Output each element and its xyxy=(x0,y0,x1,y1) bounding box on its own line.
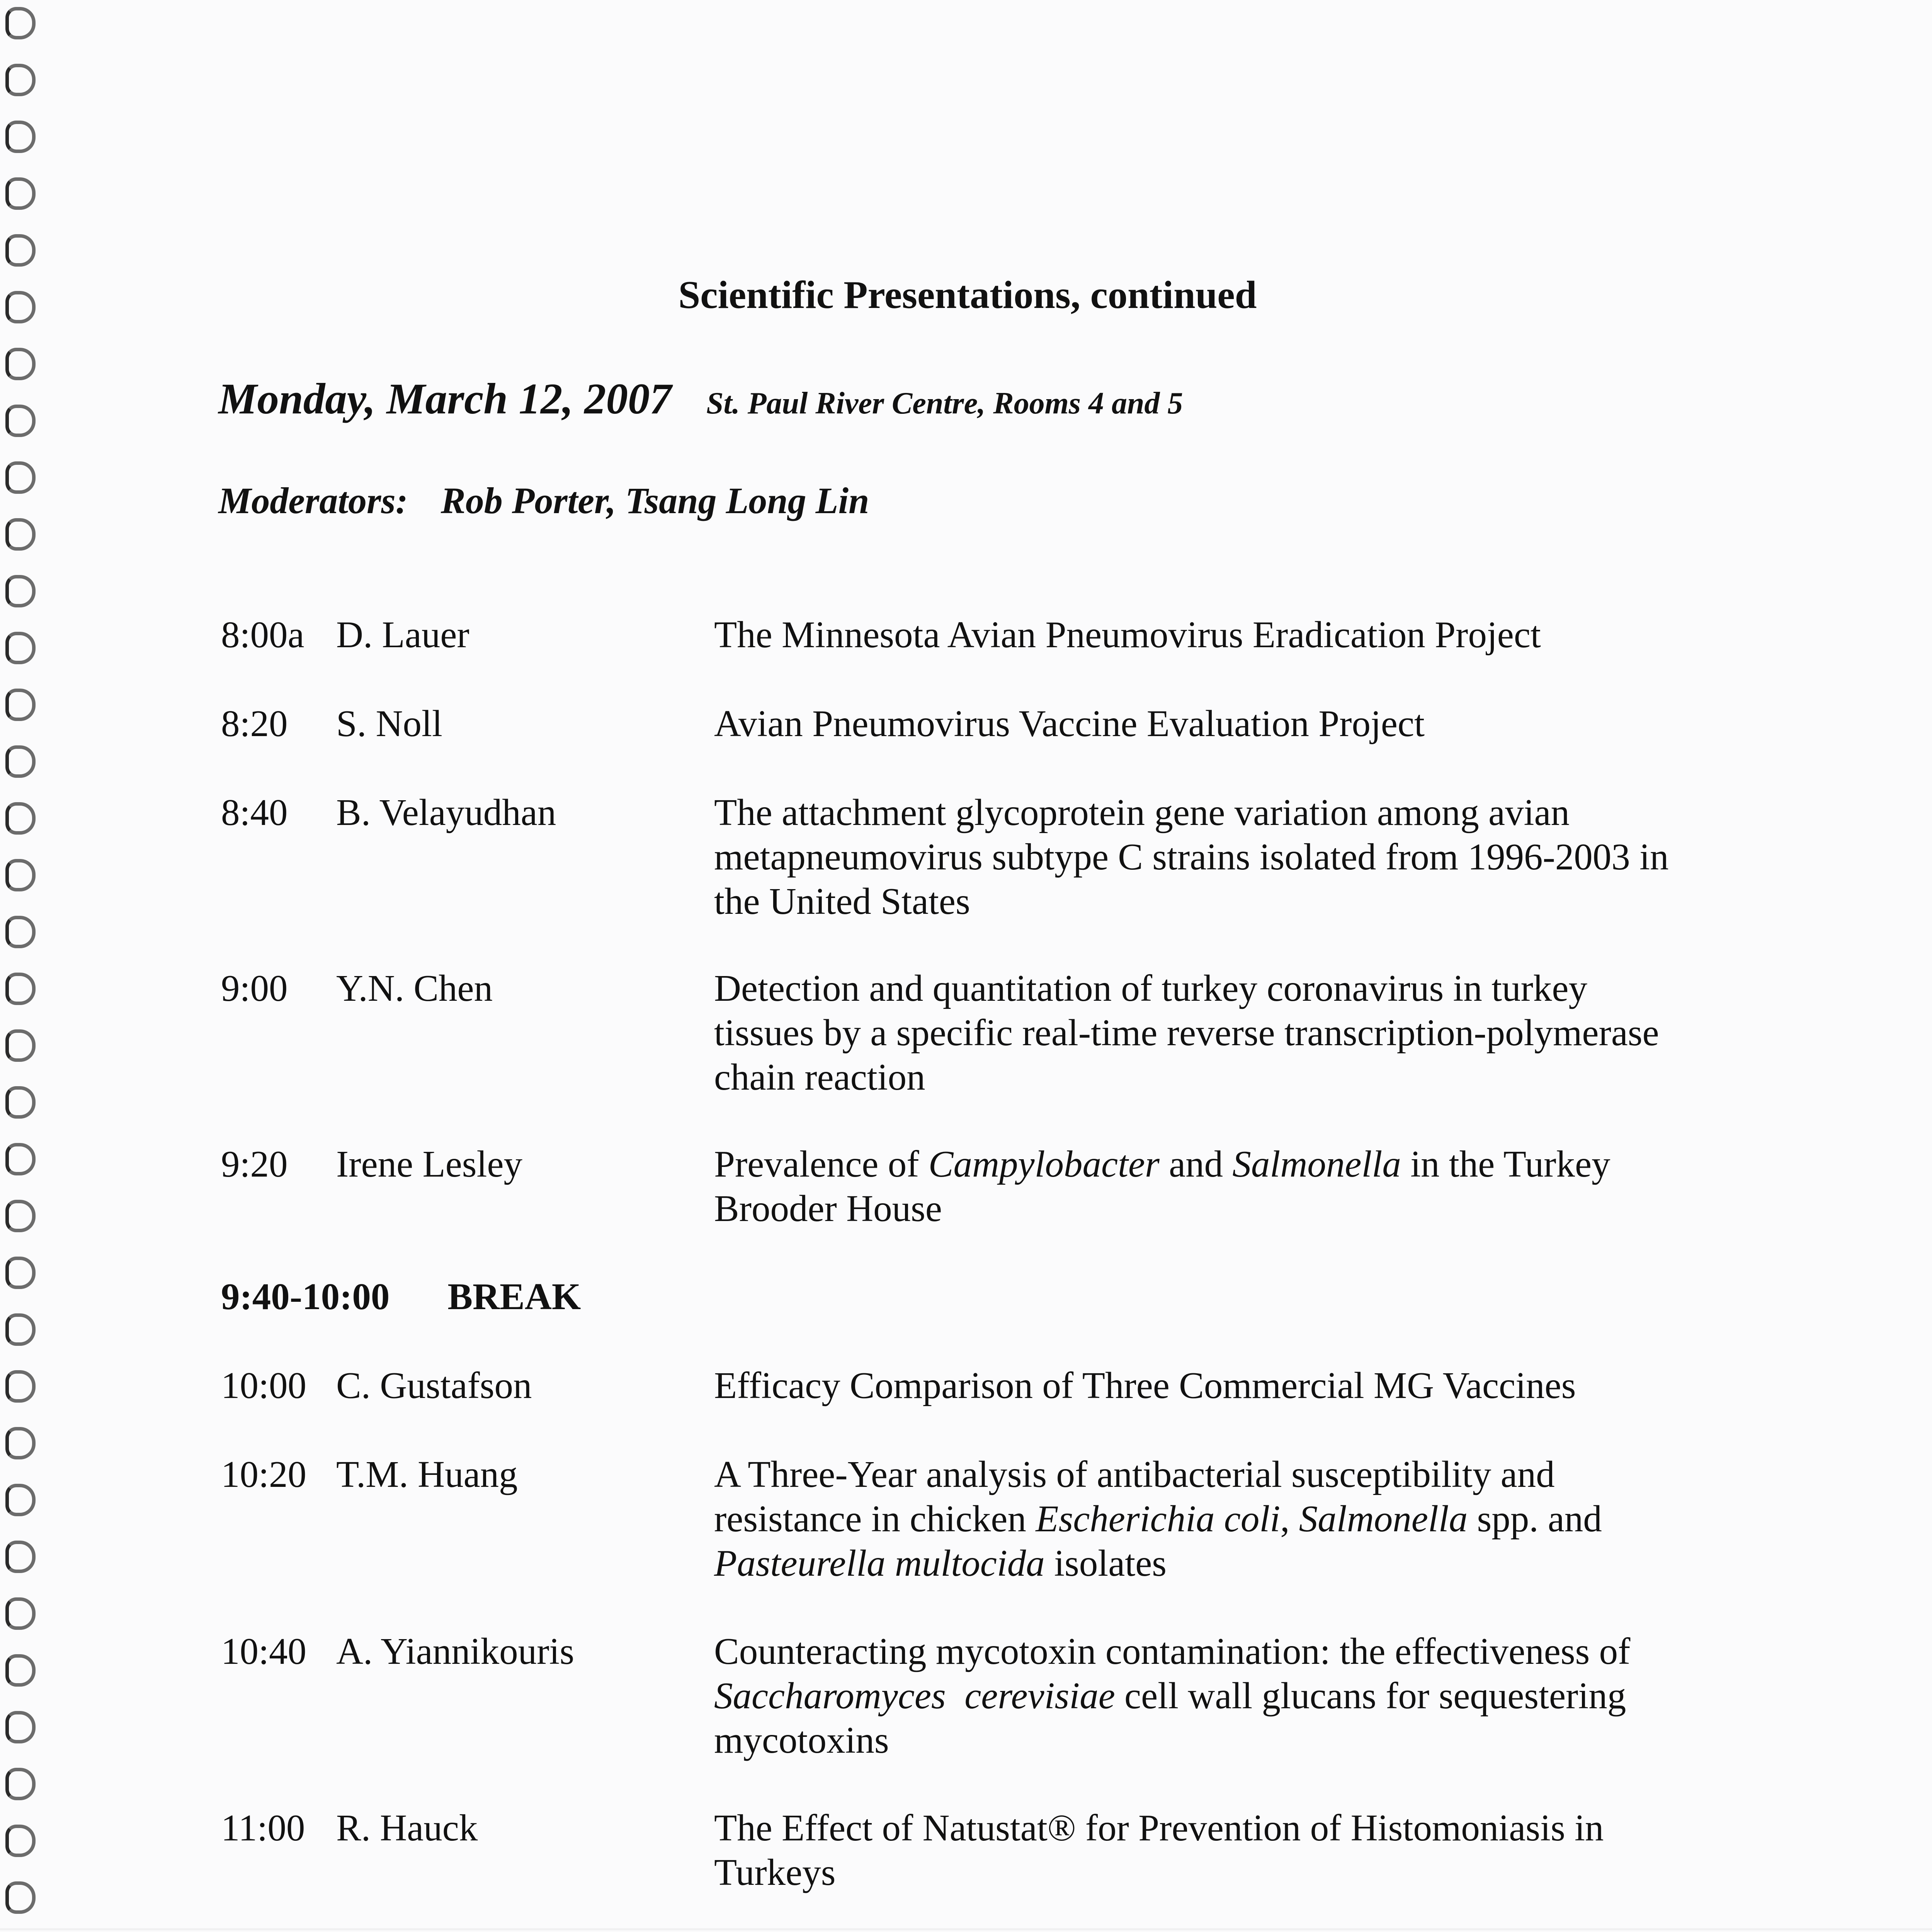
schedule-title xyxy=(714,1142,1726,1231)
schedule-title xyxy=(714,701,1726,746)
session-venue: St. Paul River Centre, Rooms 4 and 5 xyxy=(706,386,1183,420)
title-line: A Three-Year analysis of antibacterial susceptibility and xyxy=(714,1454,1555,1495)
title-line: metapneumovirus subtype C strains isolated from 1996-2003 in xyxy=(714,836,1669,878)
title-line: The Minnesota Avian Pneumovirus Eradication Project xyxy=(714,614,1541,655)
schedule-time: 11:00 xyxy=(221,1807,305,1849)
title-line: Prevalence of Campylobacter and Salmonella in the Turkey xyxy=(714,1143,1611,1185)
schedule-speaker: R. Hauck xyxy=(336,1807,478,1849)
schedule-time: 9:20 xyxy=(221,1143,288,1185)
schedule-time: 10:00 xyxy=(221,1365,306,1406)
title-line: resistance in chicken Escherichia coli, Salmonella spp. and xyxy=(714,1498,1602,1539)
schedule-speaker: A. Yiannikouris xyxy=(336,1631,575,1672)
schedule-title xyxy=(714,1363,1726,1408)
schedule-speaker: T.M. Huang xyxy=(336,1454,518,1495)
title-line: Counteracting mycotoxin contamination: the effectiveness of xyxy=(714,1631,1631,1672)
schedule-speaker: Y.N. Chen xyxy=(336,968,493,1009)
schedule-title xyxy=(714,1806,1726,1895)
schedule-time: 10:20 xyxy=(221,1454,306,1495)
title-line: Saccharomyces cerevisiae cell wall glucans for sequestering xyxy=(714,1675,1626,1716)
moderators-line xyxy=(218,479,869,522)
break-label: BREAK xyxy=(447,1276,581,1317)
title-line: Turkeys xyxy=(714,1852,836,1893)
page-title: Scientific Presentations, continued xyxy=(678,273,1257,317)
title-line: the United States xyxy=(714,881,970,922)
title-line: mycotoxins xyxy=(714,1719,889,1761)
schedule-time: 8:40 xyxy=(221,792,288,833)
moderators-label: Moderators: xyxy=(218,480,408,521)
schedule-speaker: S. Noll xyxy=(336,703,442,744)
title-line: Pasteurella multocida isolates xyxy=(714,1543,1167,1584)
session-header xyxy=(218,374,1183,424)
schedule-title xyxy=(714,790,1726,923)
schedule-title xyxy=(714,1452,1726,1585)
title-line: Avian Pneumovirus Vaccine Evaluation Project xyxy=(714,703,1425,744)
title-line: chain reaction xyxy=(714,1056,925,1098)
schedule-time: 8:20 xyxy=(221,703,288,744)
schedule-time: 10:40 xyxy=(221,1631,306,1672)
moderators-names: Rob Porter, Tsang Long Lin xyxy=(440,480,869,521)
schedule-speaker: B. Velayudhan xyxy=(336,792,556,833)
schedule-speaker: C. Gustafson xyxy=(336,1365,532,1406)
title-line: tissues by a specific real-time reverse transcription-polymerase xyxy=(714,1012,1659,1053)
schedule-title xyxy=(714,612,1726,657)
break-row xyxy=(221,1275,581,1318)
schedule-speaker: D. Lauer xyxy=(336,614,469,655)
schedule-title xyxy=(714,966,1726,1099)
break-time: 9:40-10:00 xyxy=(221,1276,390,1317)
title-line: Efficacy Comparison of Three Commercial MG Vaccines xyxy=(714,1365,1576,1406)
schedule-title xyxy=(714,1629,1726,1762)
schedule-time: 8:00a xyxy=(221,614,304,655)
schedule-time: 9:00 xyxy=(221,968,288,1009)
title-line: The Effect of Natustat® for Prevention of Histomoniasis in xyxy=(714,1807,1604,1849)
schedule-speaker: Irene Lesley xyxy=(336,1143,523,1185)
title-line: Detection and quantitation of turkey coronavirus in turkey xyxy=(714,968,1587,1009)
title-line: The attachment glycoprotein gene variation among avian xyxy=(714,792,1570,833)
title-line: Brooder House xyxy=(714,1188,942,1229)
session-date: Monday, March 12, 2007 xyxy=(218,375,672,423)
